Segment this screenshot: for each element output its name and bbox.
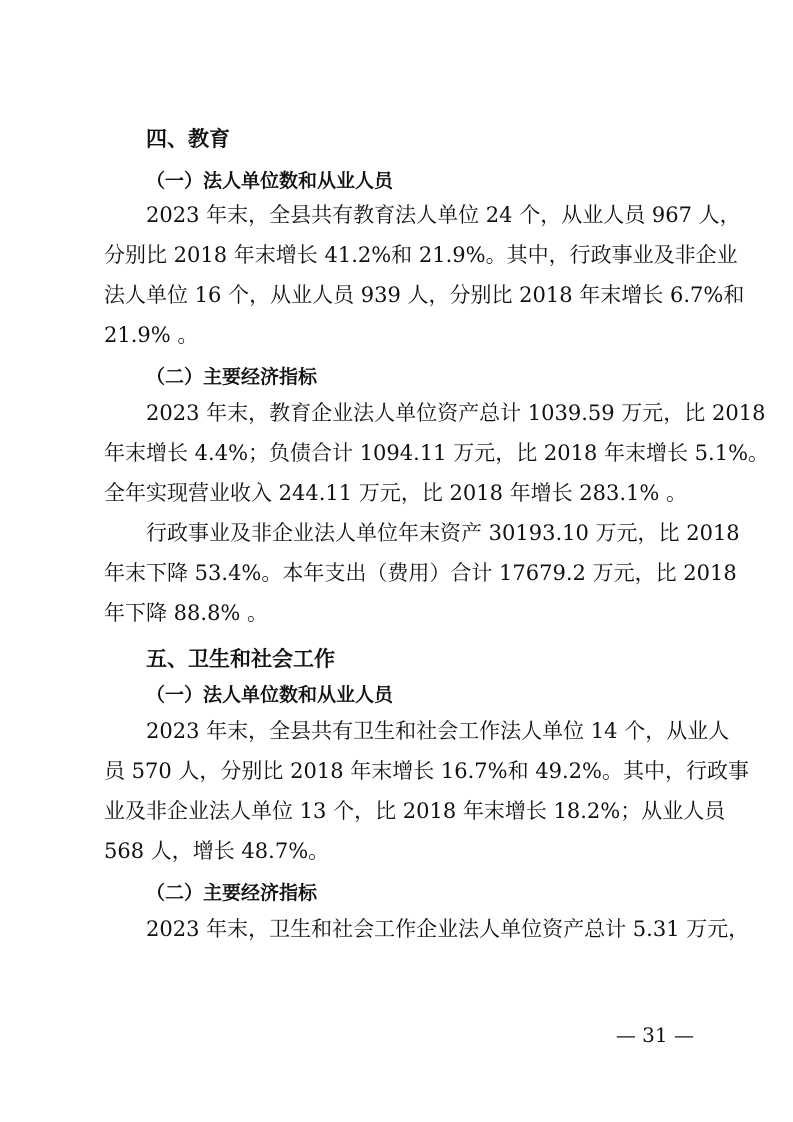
paragraph-line: 2023 年末，卫生和社会工作企业法人单位资产总计 5.31 万元， <box>146 917 750 941</box>
paragraph-line: 2023 年末，全县共有教育法人单位 24 个，从业人员 967 人， <box>146 203 741 227</box>
paragraph-line: 业及非企业法人单位 13 个，比 2018 年末增长 18.2%；从业人员 <box>104 799 726 823</box>
subheading-economic-indicators: （二）主要经济指标 <box>146 366 318 388</box>
paragraph-line: 年末下降 53.4%。本年支出（费用）合计 17679.2 万元，比 2018 <box>104 561 737 585</box>
subheading-units-and-employees: （一）法人单位数和从业人员 <box>146 170 394 192</box>
subheading-units-and-employees: （一）法人单位数和从业人员 <box>146 684 394 706</box>
paragraph-line: 2023 年末，全县共有卫生和社会工作法人单位 14 个，从业人 <box>146 719 730 743</box>
paragraph-line: 全年实现营业收入 244.11 万元，比 2018 年增长 283.1% 。 <box>104 481 688 505</box>
section-heading-education: 四、教育 <box>146 127 230 151</box>
paragraph-line: 法人单位 16 个，从业人员 939 人，分别比 2018 年末增长 6.7%和 <box>104 283 745 307</box>
subheading-economic-indicators: （二）主要经济指标 <box>146 882 318 904</box>
paragraph-line: 行政事业及非企业法人单位年末资产 30193.10 万元，比 2018 <box>146 521 740 545</box>
page-number: — 31 — <box>615 1023 694 1047</box>
paragraph-line: 年末增长 4.4%；负债合计 1094.11 万元，比 2018 年末增长 5.1%。 <box>104 441 770 465</box>
section-heading-health-social-work: 五、卫生和社会工作 <box>146 647 335 671</box>
paragraph-line: 员 570 人，分别比 2018 年末增长 16.7%和 49.2%。其中，行政事 <box>104 759 749 783</box>
paragraph-line: 年下降 88.8% 。 <box>104 601 269 625</box>
paragraph-line: 2023 年末，教育企业法人单位资产总计 1039.59 万元，比 2018 <box>146 401 766 425</box>
paragraph-line: 分别比 2018 年末增长 41.2%和 21.9%。其中，行政事业及非企业 <box>104 243 738 267</box>
paragraph-line: 568 人，增长 48.7%。 <box>104 839 330 863</box>
paragraph-line: 21.9% 。 <box>104 323 199 347</box>
